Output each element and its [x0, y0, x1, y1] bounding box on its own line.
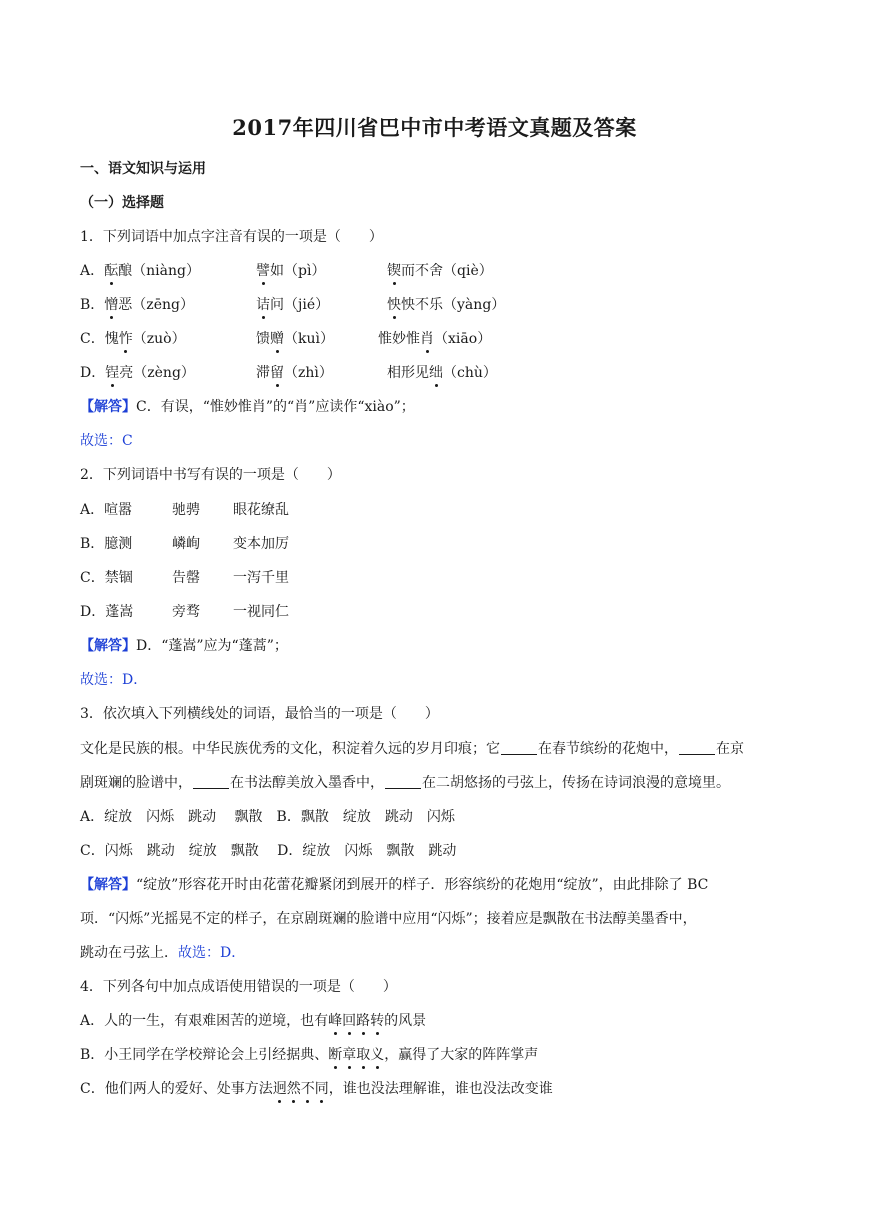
- emphasis-dot-char: 赠: [270, 331, 284, 347]
- emphasis-dot-char: 怏: [387, 297, 401, 313]
- option-c-word-2: 告罄: [172, 570, 200, 586]
- question-3-options-cd: C．闪烁 跳动 绽放 飘散 D．绽放 闪烁 飘散 跳动: [80, 843, 457, 859]
- answer-choice: 故选：D．: [178, 945, 246, 961]
- answer-text: 跳动在弓弦上．: [80, 945, 178, 961]
- passage-text: 在二胡悠扬的弓弦上，传扬在诗词浪漫的意境里。: [422, 775, 730, 791]
- fill-blank-1: [501, 740, 537, 755]
- emphasis-dot-char: 不: [300, 1081, 315, 1097]
- option-a-word-3: 锲而不舍（qiè）: [387, 263, 493, 279]
- emphasis-dot-char: 譬: [256, 263, 270, 279]
- emphasis-dot-char: 路: [356, 1013, 371, 1029]
- question-3-stem: 3．依次填入下列横线处的词语，最恰当的一项是（ ）: [80, 706, 439, 722]
- option-c-word-1: C．禁锢: [80, 570, 133, 586]
- emphasis-dot-char: 断: [328, 1047, 343, 1063]
- option-d-word-3: 一视同仁: [233, 604, 289, 620]
- option-d-word-3: 相形见绌（chù）: [387, 365, 497, 381]
- option-text: B．小王同学在学校辩论会上引经据典、: [80, 1047, 329, 1063]
- option-c-word-3: 一泻千里: [233, 570, 289, 586]
- emphasis-dot-char: 迥: [272, 1081, 287, 1097]
- emphasis-dot-char: 憎: [104, 297, 119, 313]
- option-b-word-3: 怏怏不乐（yàng）: [387, 297, 506, 313]
- emphasis-dot-char: 转: [370, 1013, 385, 1029]
- question-3-answer-line-3: [80, 944, 245, 962]
- question-3-passage-line-1: [80, 740, 744, 758]
- option-text: ，谁也没法理解谁，谁也没法改变谁: [328, 1081, 553, 1097]
- option-c-word-1: C．愧怍（zuò）: [80, 331, 186, 347]
- passage-text: 文化是民族的根。中华民族优秀的文化，积淀着久远的岁月印痕；它: [80, 741, 500, 757]
- fill-blank-4: [385, 774, 421, 789]
- option-d-word-1: D．蓬嵩: [80, 604, 134, 620]
- option-a-word-1: A．喧嚣: [80, 502, 133, 518]
- question-3-answer-line-1: [80, 876, 708, 894]
- question-2-stem: 2．下列词语中书写有误的一项是（ ）: [80, 467, 341, 483]
- option-c-word-2: 馈赠（kuì）: [256, 331, 334, 347]
- dotted-idiom: [273, 1081, 329, 1097]
- question-4-option-a: [80, 1012, 426, 1030]
- section-heading: 一、语文知识与运用: [80, 161, 206, 177]
- emphasis-dot-char: 留: [270, 365, 284, 381]
- emphasis-dot-char: 肖: [420, 331, 434, 347]
- option-b-word-1: B．臆测: [80, 536, 133, 552]
- question-3-answer-line-2: 项．“闪烁”光摇晃不定的样子，在京剧斑斓的脸谱中应用“闪烁”；接着应是飘散在书法醇美墨香中，: [80, 911, 697, 927]
- emphasis-dot-char: 酝: [104, 263, 119, 279]
- dotted-idiom: [328, 1013, 384, 1029]
- emphasis-dot-char: 取: [356, 1047, 371, 1063]
- option-d-word-2: 旁骛: [172, 604, 200, 620]
- emphasis-dot-char: 绌: [429, 365, 443, 381]
- option-b-word-1: B．憎恶（zēng）: [80, 297, 194, 313]
- option-b-word-3: 变本加厉: [233, 536, 289, 552]
- emphasis-dot-char: 峰: [328, 1013, 343, 1029]
- question-4-stem: 4．下列各句中加点成语使用错误的一项是（ ）: [80, 979, 397, 995]
- subsection-heading: （一）选择题: [80, 195, 164, 211]
- answer-text: C．有误，“惟妙惟肖”的“肖”应读作“xiào”；: [136, 399, 415, 415]
- option-a-word-1: A．酝酿（niàng）: [80, 263, 200, 279]
- emphasis-dot-char: 然: [286, 1081, 301, 1097]
- emphasis-dot-char: 章: [342, 1047, 357, 1063]
- passage-text: 在京: [716, 741, 744, 757]
- passage-text: 在书法醇美放入墨香中，: [230, 775, 384, 791]
- emphasis-dot-char: 诘: [256, 297, 270, 313]
- question-1-stem: 1．下列词语中加点字注音有误的一项是（ ）: [80, 229, 383, 245]
- option-c-word-3: 惟妙惟肖（xiāo）: [378, 331, 492, 347]
- question-4-option-c: [80, 1080, 553, 1098]
- emphasis-dot-char: 锃: [105, 365, 120, 381]
- question-1-answer: [80, 398, 415, 416]
- emphasis-dot-char: 义: [370, 1047, 385, 1063]
- option-text: C．他们两人的爱好、处事方法: [80, 1081, 273, 1097]
- question-2-answer: [80, 637, 288, 655]
- option-a-word-2: 驰骋: [172, 502, 200, 518]
- emphasis-dot-char: 同: [314, 1081, 329, 1097]
- emphasis-dot-char: 锲: [387, 263, 401, 279]
- option-text: 的风景: [384, 1013, 427, 1029]
- emphasis-dot-char: 回: [342, 1013, 357, 1029]
- fill-blank-3: [193, 774, 229, 789]
- option-b-word-2: 诘问（jié）: [256, 297, 330, 313]
- passage-text: 剧斑斓的脸谱中，: [80, 775, 192, 791]
- option-text: ，赢得了大家的阵阵掌声: [384, 1047, 539, 1063]
- answer-text: “绽放”形容花开时由花蕾花瓣紧闭到展开的样子．形容缤纷的花炮用“绽放”，由此排除了 BC: [136, 877, 709, 893]
- answer-text: D．“蓬嵩”应为“蓬蒿”；: [136, 638, 288, 654]
- option-text: A．人的一生，有艰难困苦的逆境，也有: [80, 1013, 329, 1029]
- passage-text: 在春节缤纷的花炮中，: [538, 741, 678, 757]
- answer-tag: 【解答】: [80, 638, 136, 654]
- answer-tag: 【解答】: [80, 399, 136, 415]
- question-2-choice: 故选：D．: [80, 672, 148, 688]
- document-title: 2017年四川省巴中市中考语文真题及答案: [232, 115, 637, 140]
- option-d-word-2: 滞留（zhì）: [256, 365, 333, 381]
- option-b-word-2: 嶙峋: [172, 536, 200, 552]
- fill-blank-2: [679, 740, 715, 755]
- option-a-word-3: 眼花缭乱: [233, 502, 289, 518]
- question-1-choice: 故选：C: [80, 433, 133, 449]
- question-3-passage-line-2: [80, 774, 730, 792]
- answer-tag: 【解答】: [80, 877, 136, 893]
- option-d-word-1: D．锃亮（zèng）: [80, 365, 195, 381]
- emphasis-dot-char: 怍: [118, 331, 133, 347]
- option-a-word-2: 譬如（pì）: [256, 263, 326, 279]
- question-3-options-ab: A．绽放 闪烁 跳动 飘散 B．飘散 绽放 跳动 闪烁: [80, 809, 455, 825]
- dotted-idiom: [328, 1047, 384, 1063]
- question-4-option-b: [80, 1046, 538, 1064]
